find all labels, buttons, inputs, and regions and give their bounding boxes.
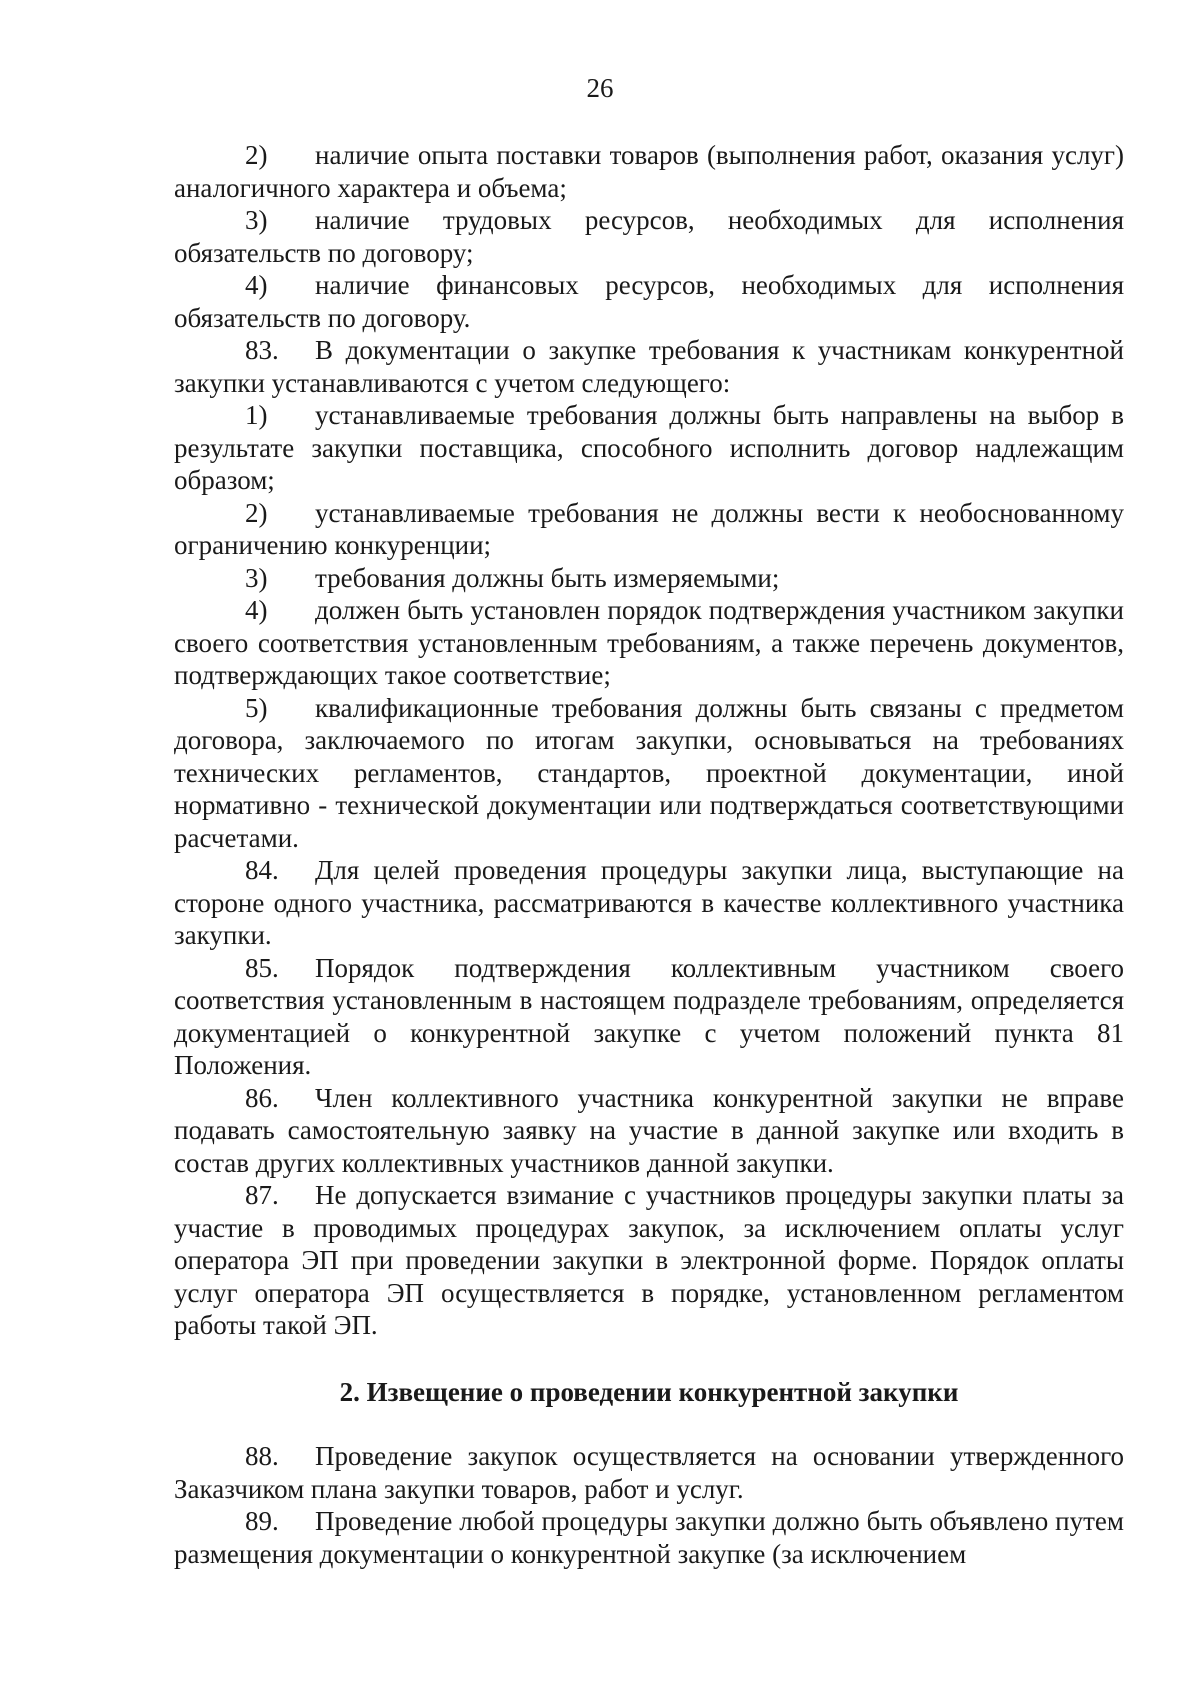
paragraph-number: 86.: [245, 1082, 279, 1113]
paragraph: [174, 1179, 1124, 1342]
paragraph: [174, 562, 1124, 595]
paragraphs-after-heading: [174, 1440, 1124, 1570]
paragraph: [174, 204, 1124, 269]
paragraph-text: Не допускается взимание с участников процедуры закупки платы за участие в проводимых процедурах закупок, за исключением оплаты услуг оператора ЭП при проведении закупки в электронной форме. Порядок оплаты услуг оператора ЭП осуществляется в порядке, установленном регламентом работы такой ЭП.: [174, 1180, 1124, 1340]
paragraph-text: наличие опыта поставки товаров (выполнения работ, оказания услуг) аналогичного характера и объема;: [174, 140, 1124, 203]
paragraph-number: 83.: [245, 335, 279, 365]
paragraph: [174, 692, 1124, 855]
paragraph-text: Для целей проведения процедуры закупки лица, выступающие на стороне одного участника, рассматриваются в качестве коллективного участника закупки.: [174, 855, 1124, 950]
paragraph-text: наличие финансовых ресурсов, необходимых для исполнения обязательств по договору.: [174, 270, 1124, 333]
paragraph-text: наличие трудовых ресурсов, необходимых для исполнения обязательств по договору;: [174, 205, 1124, 268]
paragraph: [174, 854, 1124, 952]
paragraph-number: 4): [245, 270, 268, 300]
paragraph-number: 4): [245, 595, 268, 625]
paragraph-number: 89.: [245, 1506, 279, 1536]
paragraph-number: 3): [245, 205, 268, 235]
paragraph-number: 1): [245, 400, 268, 430]
paragraph: [174, 1505, 1124, 1570]
page-number: 26: [586, 73, 614, 103]
document-body: [174, 139, 1124, 1570]
paragraph-number: 87.: [245, 1180, 279, 1210]
paragraph-text: Член коллективного участника конкурентной закупки не вправе подавать самостоятельную заявку на участие в данной закупке или входить в состав других коллективных участников данной закупки.: [174, 1082, 1124, 1178]
paragraph-number: 84.: [245, 855, 279, 885]
paragraphs-before-heading: [174, 139, 1124, 1342]
paragraph-text: Проведение любой процедуры закупки должно быть объявлено путем размещения документации о конкурентной закупке (за исключением: [174, 1506, 1124, 1569]
paragraph-number: 2): [245, 497, 268, 528]
paragraph-number: 88.: [245, 1441, 279, 1471]
paragraph: [174, 594, 1124, 692]
paragraph: [174, 1440, 1124, 1505]
paragraph-text: В документации о закупке требования к участникам конкурентной закупки устанавливаются с учетом следующего:: [174, 335, 1124, 398]
paragraph: [174, 334, 1124, 399]
paragraph-number: 85.: [245, 952, 279, 983]
paragraph-text: устанавливаемые требования не должны вести к необоснованному ограничению конкуренции;: [174, 497, 1124, 560]
paragraph: [174, 399, 1124, 497]
paragraph: [174, 139, 1124, 204]
paragraph: [174, 497, 1124, 562]
paragraph: [174, 952, 1124, 1082]
paragraph-number: 5): [245, 692, 268, 723]
paragraph-text: Проведение закупок осуществляется на основании утвержденного Заказчиком плана закупки товаров, работ и услуг.: [174, 1441, 1124, 1504]
paragraph-number: 2): [245, 140, 268, 170]
paragraph: [174, 1082, 1124, 1180]
paragraph-number: 3): [245, 562, 268, 593]
paragraph-text: должен быть установлен порядок подтверждения участником закупки своего соответствия установленным требованиям, а также перечень документов, подтверждающих такое соответствие;: [174, 595, 1124, 690]
section-heading: 2. Извещение о проведении конкурентной закупки: [339, 1376, 959, 1407]
paragraph-text: требования должны быть измеряемыми;: [315, 562, 780, 593]
paragraph: [174, 269, 1124, 334]
paragraph-text: квалификационные требования должны быть связаны с предметом договора, заключаемого по итогам закупки, основываться на требованиях технических регламентов, стандартов, проектной документации, иной нормативно - технической документации или подтверждаться соответствующими расчетами.: [174, 692, 1124, 853]
paragraph-text: устанавливаемые требования должны быть направлены на выбор в результате закупки поставщика, способного исполнить договор надлежащим образом;: [174, 400, 1124, 495]
paragraph-text: Порядок подтверждения коллективным участником своего соответствия установленным в настоящем подразделе требованиям, определяется документацией о конкурентной закупке с учетом положений пункта 81 Положения.: [174, 952, 1124, 1080]
